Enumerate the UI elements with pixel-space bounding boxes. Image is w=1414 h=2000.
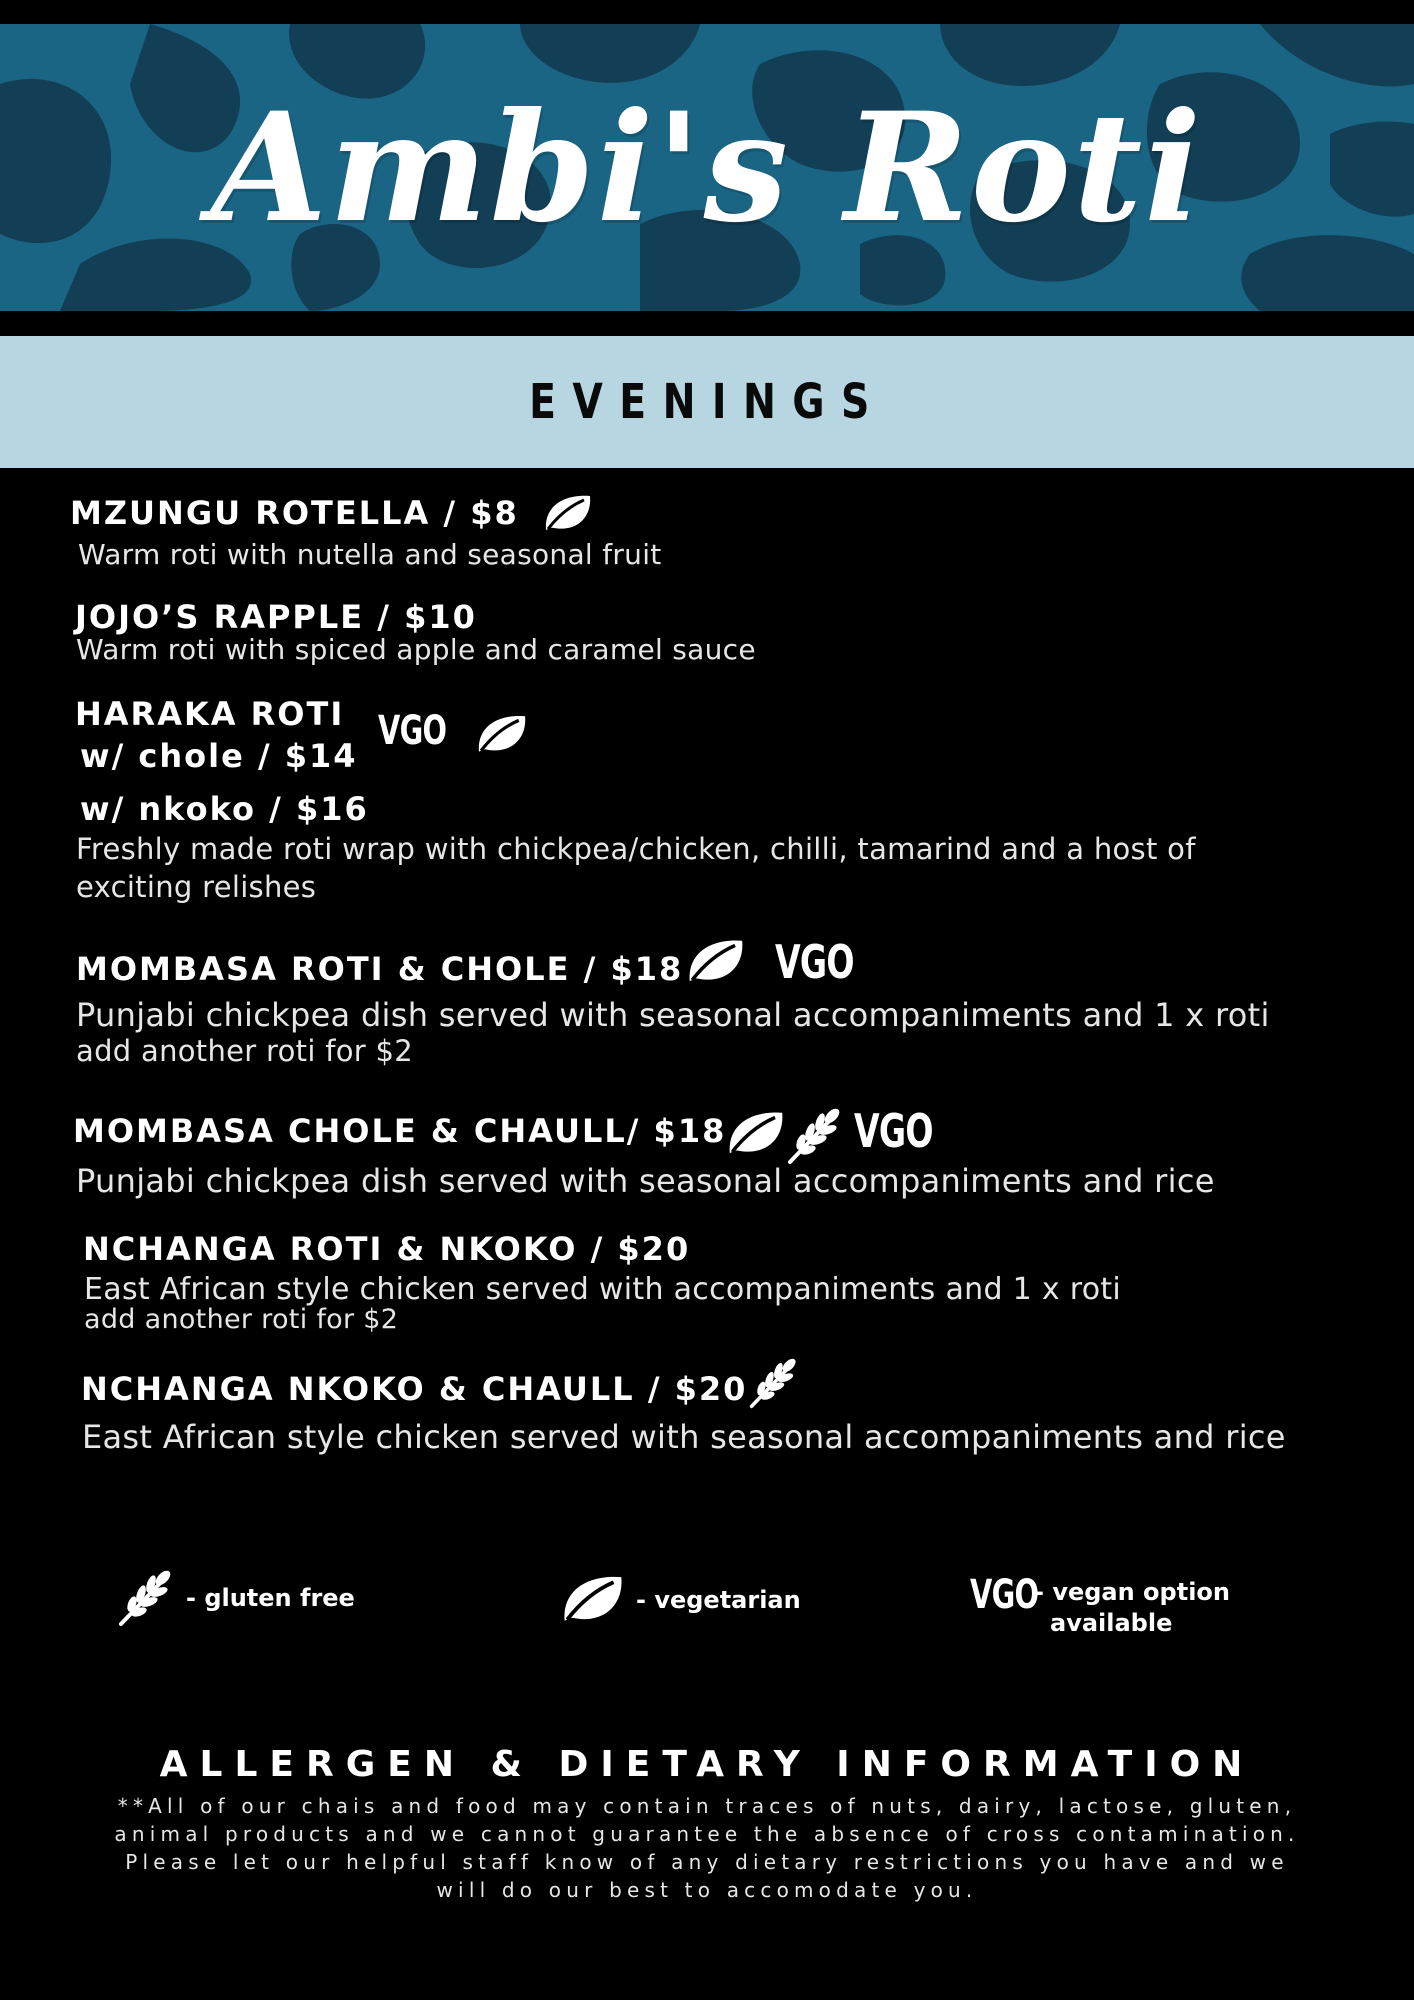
- item-variant-chole: w/ chole / $14: [80, 737, 358, 775]
- item-title-nchanga-roti-nkoko: NCHANGA ROTI & NKOKO / $20: [83, 1230, 691, 1268]
- allergen-line: will do our best to accomodate you.: [436, 1878, 978, 1902]
- allergen-title: ALLERGEN & DIETARY INFORMATION: [159, 1744, 1255, 1785]
- allergen-line: **All of our chais and food may contain traces of nuts, dairy, lactose, gluten,: [117, 1794, 1297, 1818]
- item-desc-mombasa-chole-chaull: Punjabi chickpea dish served with seasonal accompaniments and rice: [76, 1162, 1215, 1200]
- legend-vegan-line1: - vegan option: [1034, 1578, 1230, 1606]
- item-variant-nkoko: w/ nkoko / $16: [80, 790, 369, 828]
- vgo-badge: VGO: [378, 708, 447, 754]
- vgo-badge: VGO: [854, 1104, 933, 1158]
- allergen-line: Please let our helpful staff know of any dietary restrictions you have and we: [125, 1850, 1289, 1874]
- item-desc-nchanga-nkoko-chaull: East African style chicken served with seasonal accompaniments and rice: [82, 1418, 1286, 1456]
- legend-gluten-free: - gluten free: [186, 1584, 355, 1612]
- vgo-badge: VGO: [775, 935, 854, 989]
- item-title-mombasa-roti-chole: MOMBASA ROTI & CHOLE / $18: [76, 950, 684, 988]
- wheat-icon: [116, 1570, 174, 1628]
- leaf-icon: [684, 936, 748, 986]
- allergen-line: animal products and we cannot guarantee the absence of cross contamination.: [114, 1822, 1300, 1846]
- section-title: EVENINGS: [528, 374, 886, 430]
- item-title-mombasa-chole-chaull: MOMBASA CHOLE & CHAULL/ $18: [73, 1112, 727, 1150]
- vgo-badge: VGO: [970, 1572, 1039, 1618]
- brand-title: Ambi's Roti: [210, 79, 1204, 256]
- header-banner: [0, 24, 1414, 311]
- wheat-icon: [748, 1358, 798, 1410]
- item-desc-mombasa-roti-line1: Punjabi chickpea dish served with seasonal accompaniments and 1 x roti: [76, 996, 1270, 1034]
- leaf-icon: [474, 712, 530, 756]
- item-desc-mzungu-rotella: Warm roti with nutella and seasonal fruit: [78, 538, 662, 571]
- leaf-icon: [542, 492, 594, 534]
- item-desc-nchanga-roti-line2: add another roti for $2: [84, 1304, 399, 1335]
- item-title-mzungu-rotella: MZUNGU ROTELLA / $8: [70, 494, 519, 532]
- item-title-nchanga-nkoko-chaull: NCHANGA NKOKO & CHAULL / $20: [81, 1370, 748, 1408]
- item-title-haraka-roti: HARAKA ROTI: [75, 695, 345, 733]
- item-title-jojos-rapple: JOJO’S RAPPLE / $10: [75, 598, 477, 636]
- item-desc-mombasa-roti-line2: add another roti for $2: [76, 1034, 414, 1068]
- section-header: [0, 336, 1414, 468]
- wheat-icon: [786, 1108, 842, 1166]
- allergen-text: [40, 1792, 1374, 1904]
- item-desc-nchanga-roti-line1: East African style chicken served with accompaniments and 1 x roti: [84, 1272, 1122, 1307]
- legend-vegan-line2: available: [1050, 1609, 1173, 1637]
- item-desc-haraka-line2: exciting relishes: [76, 870, 317, 904]
- legend-vegetarian: - vegetarian: [636, 1586, 801, 1614]
- leaf-icon: [558, 1572, 628, 1626]
- item-desc-jojos-rapple: Warm roti with spiced apple and caramel sauce: [76, 633, 756, 666]
- item-desc-haraka-line1: Freshly made roti wrap with chickpea/chicken, chilli, tamarind and a host of: [76, 832, 1196, 866]
- leaf-icon: [724, 1108, 788, 1158]
